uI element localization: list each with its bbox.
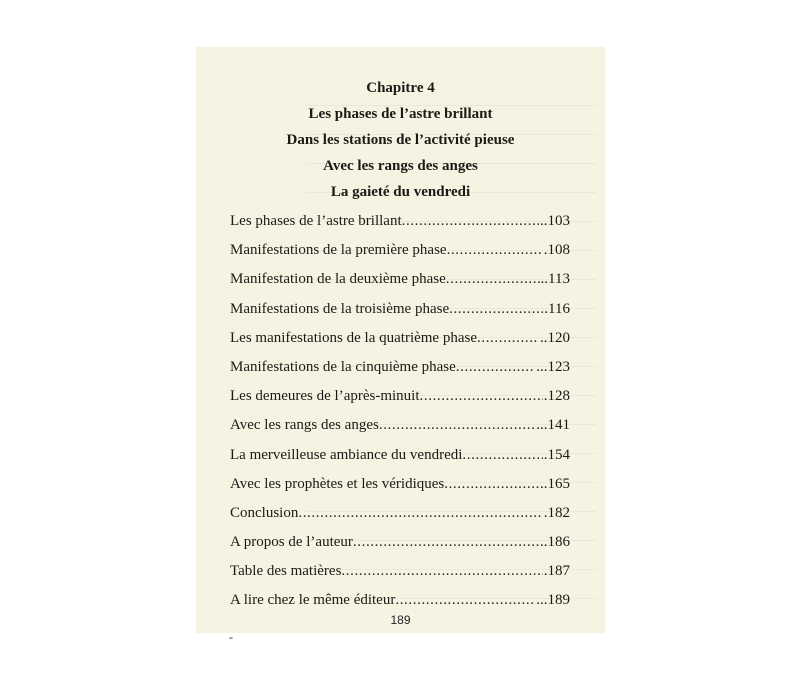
toc-entry-page: ...123 <box>536 358 570 375</box>
toc-entry-page: .154 <box>543 446 570 463</box>
dot-leader <box>446 269 540 289</box>
toc-entry <box>230 386 570 415</box>
toc-entry-title: Manifestations de la première phase <box>230 242 447 259</box>
toc-entry-title: Les phases de l’astre brillant <box>230 213 402 229</box>
toc-entry <box>230 445 570 474</box>
toc-entry-page: .182 <box>543 504 570 521</box>
toc-entry-page: ...189 <box>536 592 570 609</box>
dot-leader <box>420 386 543 406</box>
dot-leader <box>379 415 535 435</box>
toc-entry <box>230 415 570 444</box>
toc-entry-page: ...141 <box>536 417 570 434</box>
toc-entry-page: .187 <box>543 563 570 580</box>
toc-entry <box>230 561 570 590</box>
dot-leader <box>298 503 542 523</box>
toc-entry-page: .116 <box>544 300 570 317</box>
book-page <box>196 47 605 644</box>
toc-entry-title: Table des matières <box>230 563 342 580</box>
toc-entry-title: Conclusion <box>230 504 299 521</box>
toc-entry-title: Les demeures de l’après-minuit <box>230 388 420 405</box>
dot-leader <box>456 357 535 377</box>
toc-entry <box>230 211 570 240</box>
toc-entry-title: Avec les prophètes et les véridiques <box>230 475 445 492</box>
dot-leader <box>462 445 542 465</box>
page-number: 189 <box>390 613 411 627</box>
toc-entry-title: Avec les rangs des anges <box>230 417 379 434</box>
toc-entry <box>230 474 570 503</box>
toc-entry-page: ..186 <box>540 534 570 551</box>
chapter-subtitle-3: La gaieté du vendredi <box>330 184 471 200</box>
toc-entry <box>230 269 570 298</box>
toc-entry-title: A propos de l’auteur <box>230 534 353 551</box>
dot-leader <box>444 474 539 494</box>
toc-entry <box>230 240 570 269</box>
dot-leader <box>477 328 539 348</box>
toc-entry <box>230 328 570 357</box>
toc-entry-page: ..165 <box>540 475 570 492</box>
toc-entry <box>230 357 570 386</box>
dot-leader <box>353 532 539 552</box>
chapter-title: Les phases de l’astre brillant <box>308 106 493 122</box>
toc-entry-title: Manifestation de la deuxième phase <box>230 271 446 288</box>
stray-dash: - <box>229 630 233 644</box>
chapter-number: Chapitre 4 <box>366 80 435 96</box>
dot-leader <box>449 299 543 319</box>
dot-leader <box>447 240 543 260</box>
toc-entry-title: A lire chez le même éditeur <box>230 592 396 609</box>
toc-entry-title: Les manifestations de la quatrième phase <box>230 329 477 346</box>
toc-entry-page: ..113 <box>540 271 570 288</box>
toc-entry-title: La merveilleuse ambiance du vendredi <box>230 446 463 463</box>
dot-leader <box>402 211 539 231</box>
toc-entry-page: ..120 <box>540 329 570 346</box>
toc-entry-title: Manifestations de la cinquième phase <box>230 358 456 375</box>
toc-entry-page: .128 <box>543 388 570 405</box>
dot-leader <box>395 590 535 610</box>
toc-entry <box>230 532 570 561</box>
chapter-subtitle-1: Dans les stations de l’activité pieuse <box>286 132 515 148</box>
toc-entry <box>230 299 570 328</box>
toc-entry-page: ..103 <box>540 213 570 229</box>
chapter-subtitle-2: Avec les rangs des anges <box>323 158 478 174</box>
dot-leader <box>341 561 542 581</box>
toc-entry-page: .108 <box>543 242 570 259</box>
toc-entry-title: Manifestations de la troisième phase <box>230 300 450 317</box>
table-of-contents <box>230 211 570 620</box>
toc-entry <box>230 503 570 532</box>
chapter-headings <box>196 75 605 205</box>
